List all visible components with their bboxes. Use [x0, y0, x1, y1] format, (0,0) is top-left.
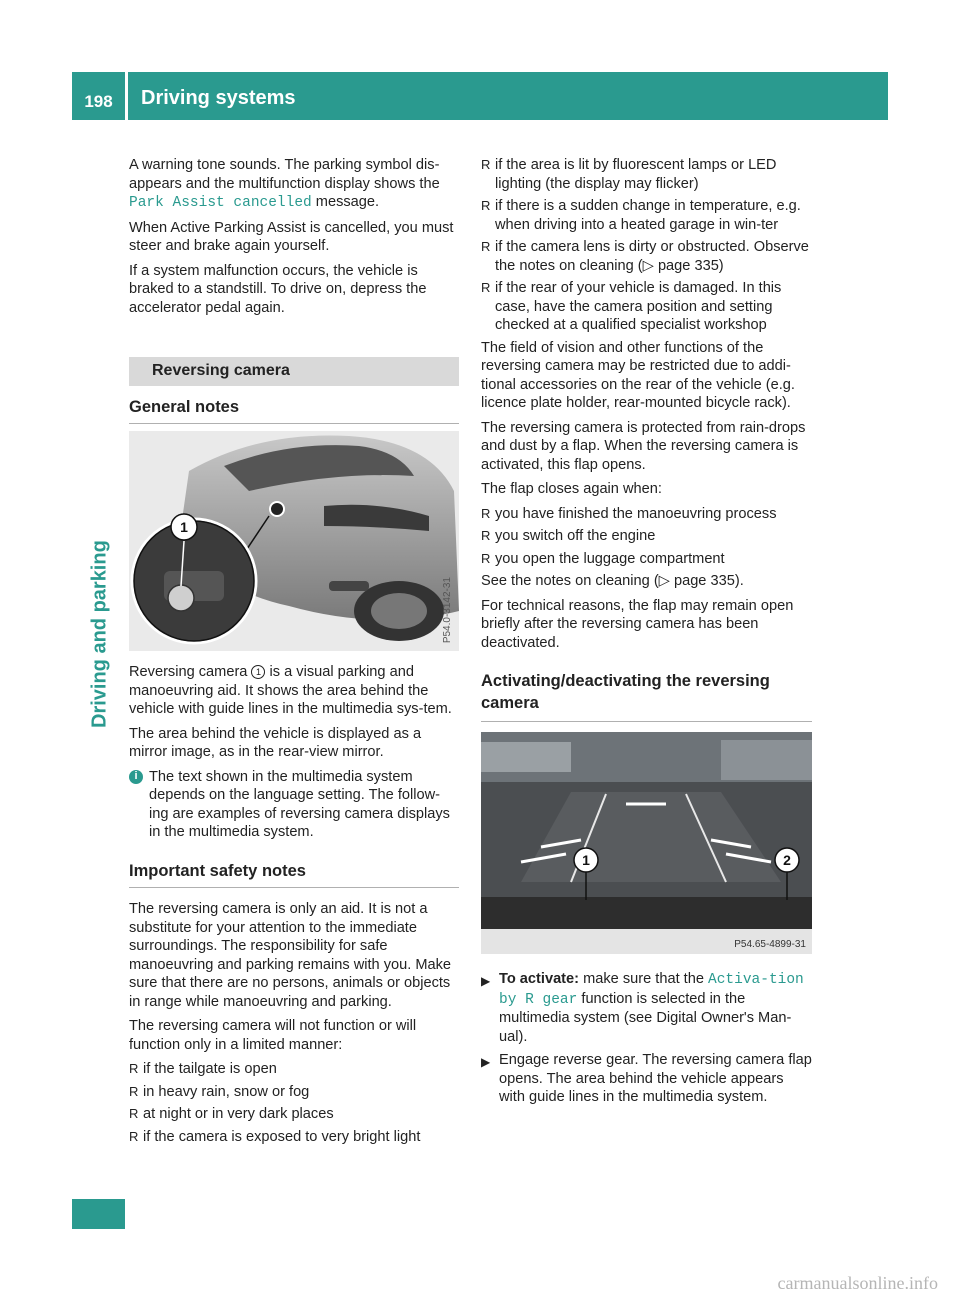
- subheading-activating: Activating/deactivating the reversing camera: [481, 670, 812, 722]
- camera-display-figure: [481, 732, 812, 954]
- paragraph: The area behind the vehicle is displayed as a mirror image, as in the rear-view mirror.: [129, 725, 422, 760]
- side-chapter-label: Driving and parking: [88, 540, 111, 728]
- list-item: R in heavy rain, snow or fog: [129, 1083, 310, 1100]
- left-column: [129, 156, 459, 1150]
- list-item: R at night or in very dark places: [129, 1106, 334, 1122]
- figure-code: P54.65-4899-31: [734, 939, 806, 950]
- activation-by-r-gear-code: Activa-tion by R gear: [499, 972, 804, 1008]
- paragraph: A warning tone sounds. The parking symbol dis-appears and the multifunction display shows the Park Assist cancelled message.: [129, 157, 440, 211]
- list-item: R you open the luggage compartment: [481, 550, 725, 567]
- list-item: R if the camera lens is dirty or obstructed. Observe the notes on cleaning (▷ page 335): [481, 239, 809, 274]
- side-tab-marker: [72, 1199, 125, 1229]
- paragraph: Reversing camera 1 is a visual parking and manoeuvring aid. It shows the area behind the vehicle with guide lines in the multimedia sys-tem.: [129, 664, 452, 717]
- vehicle-rear-illustration: [129, 431, 459, 651]
- step-arrow-icon: ▶: [481, 1055, 491, 1069]
- list-item: R if the rear of your vehicle is damaged. In this case, have the camera position and setting checked at a qualified specialist workshop: [481, 280, 782, 333]
- instruction-step: ▶ To activate: make sure that the Activa-tion by R gear function is selected in the multimedia system (see Digital Owner's Man-ual).: [481, 971, 804, 1045]
- camera-display-image: [481, 732, 812, 954]
- subheading-safety-notes: Important safety notes: [129, 862, 459, 889]
- right-column: [481, 156, 812, 1112]
- watermark-text: carmanualsonline.info: [777, 1273, 938, 1293]
- callout-1: 1: [582, 852, 590, 868]
- park-assist-cancelled-code: Park Assist cancelled: [129, 195, 312, 211]
- paragraph: The reversing camera is only an aid. It is not a substitute for your attention to the immediate surroundings. The responsibility for safe manoeuvring and parking remains with you. Make sure that there are no persons, animals or objects in range while manoeuvring and parking.: [129, 901, 452, 1010]
- subheading-general-notes: General notes: [129, 398, 459, 425]
- paragraph: The reversing camera is protected from rain-drops and dust by a flap. When the reversing camera is activated, this flap opens.: [481, 419, 806, 473]
- paragraph: The field of vision and other functions of the reversing camera may be restricted due to addi-tional accessories on the rear of the vehicle (e.g. licence plate holder, rear-mounted bicycle rack).: [481, 339, 795, 411]
- info-icon: i: [129, 770, 143, 784]
- paragraph: See the notes on cleaning (▷ page 335).: [481, 573, 744, 589]
- callout-1: 1: [180, 519, 188, 535]
- info-note: i The text shown in the multimedia system depends on the language setting. The follow-ing are examples of reversing camera displays in the multimedia system.: [129, 768, 459, 842]
- figure-code: P54.0-3142-31: [441, 576, 453, 643]
- list-item: R if the tailgate is open: [129, 1061, 277, 1077]
- section-heading-reversing-camera: Reversing camera: [129, 357, 459, 386]
- paragraph: The flap closes again when:: [481, 481, 662, 497]
- page-number: 198: [72, 72, 125, 120]
- paragraph: When Active Parking Assist is cancelled, you must steer and brake again yourself.: [129, 219, 454, 254]
- instruction-step: ▶ Engage reverse gear. The reversing camera flap opens. The area behind the vehicle appears with guide lines in the multimedia system.: [481, 1052, 812, 1105]
- reversing-camera-figure: [129, 431, 459, 651]
- paragraph: If a system malfunction occurs, the vehicle is braked to a standstill. To drive on, depress the accelerator pedal again.: [129, 262, 427, 316]
- step-arrow-icon: ▶: [481, 974, 491, 988]
- callout-ref-1: 1: [251, 665, 265, 679]
- list-item: R you have finished the manoeuvring process: [481, 505, 777, 522]
- paragraph: The reversing camera will not function or will function only in a limited manner:: [129, 1018, 417, 1053]
- page-title: Driving systems: [128, 72, 888, 120]
- list-item: R if the camera is exposed to very bright light: [129, 1128, 421, 1145]
- list-item: R if there is a sudden change in temperature, e.g. when driving into a heated garage in win-ter: [481, 198, 801, 233]
- list-item: R you switch off the engine: [481, 528, 656, 544]
- callout-2: 2: [783, 852, 791, 868]
- list-item: R if the area is lit by fluorescent lamps or LED lighting (the display may flicker): [481, 157, 777, 192]
- paragraph: For technical reasons, the flap may remain open briefly after the reversing camera has been deactivated.: [481, 597, 794, 651]
